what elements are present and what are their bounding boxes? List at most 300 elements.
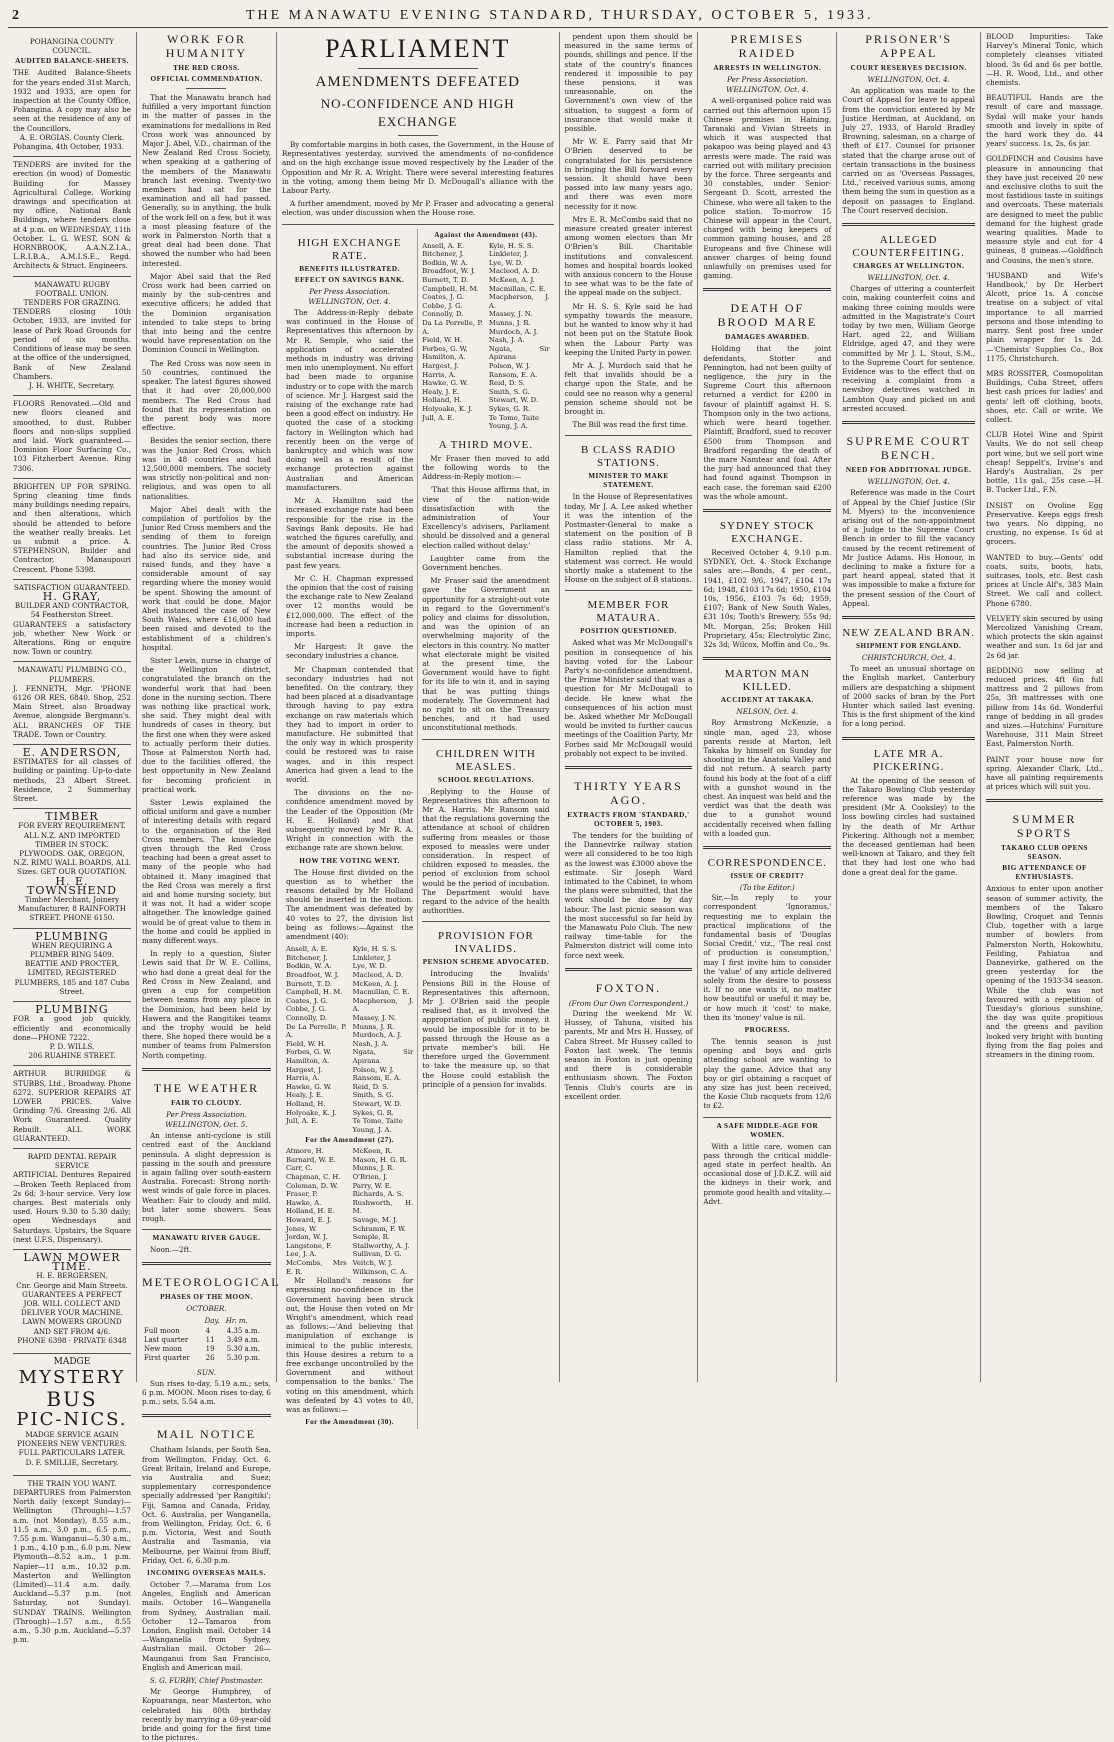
member-name: Healy, J. E. <box>422 387 460 396</box>
marton-paragraph: Roy Armstrong McKenzie, a single man, aged 23, whose parents reside at Marton, left Takaka by himself on Sunday for shooting in the Anatoki Valley and did not return. A search party found his body at the foot of a cliff with a gunshot wound in the chest. An inquest was held and the verdict was that the death was due to a gunshot wound accidentally received when falling with a loaded gun. <box>703 718 832 838</box>
article-paragraph: The Red Cross was now seen in 50 countries, continued the speaker. The latest figures showed that it had over 20,000,000 members. The Red Cross had found that its representation on the parent body was more effective. <box>141 358 271 433</box>
member-name: Hamilton, A. <box>285 1056 330 1065</box>
middle-age-paragraph: With a little care, women can pass through the critical middle-aged state in perfect health. An occasional dose of J.D.K.Z. will aid the kidneys in their work, and promote good health and vitality.—Advt. <box>703 1141 832 1206</box>
member-name: Holland, H. <box>422 396 462 405</box>
exchange-headline: HIGH EXCHANGE RATE. <box>297 236 402 262</box>
mataura-sub: POSITION QUESTIONED. <box>580 627 677 636</box>
summer-paragraph: Anxious to enter upon another season of summer activity, the members of the Takaro Bowling, Croquet and Tennis Club, together with a large number of bowlers from Palmerston North, Hokowhitu, Feilding, Pahiatua and Dannevirke, gathered on the green yesterday for the opening of the 1933-34 season. While the club was not favoured with a repetition of Tuesday's glorious sunshine, the day was quite propitious and the greens and pavilion looked very bright with bunting flying from the flag poles and streamers in the dining room. <box>986 884 1104 1060</box>
article-paragraph: That the Manawatu branch had fulfilled a very important function in the matter of passes in the examinations for medallions in Red Cross work was announced by Major J. Abel, V.D., chairman of the New Zealand Red Cross Society, when speaking at a gathering of the members of the Manawatu branch last evening. Twenty-two members had sat for the examination and all had passed. Generally, so in anything, the bulk of the work fell on a few, but it was a most pleasing feature of the work in Palmerston North that a great deal had been done. That showed the number who had been interested. <box>141 93 271 268</box>
mower-firm: H. E. BERGERSEN, <box>36 1271 108 1281</box>
member-name: Linkleter, J. <box>352 953 392 962</box>
column-1 <box>8 32 137 1645</box>
member-name: Macleod, A. D. <box>352 971 403 980</box>
plumbing-co-body: J. FENNETH, Mgr. 'PHONE 6126 OR RES. 6840. Shop, 252 Main Street, also Broadway Avenue, alongside Bergmann's. ALL BRANCHES OF THE TRADE. Town or Country. <box>13 683 131 739</box>
member-name: Forbes, G. W. <box>422 344 468 353</box>
division-list-against <box>286 945 413 1134</box>
moon-col <box>142 1316 204 1327</box>
masthead-title: THE MANAWATU EVENING STANDARD, THURSDAY, OCTOBER 5, 1933. <box>245 8 874 23</box>
pickering-headline: LATE MR A. PICKERING. <box>872 747 945 773</box>
summer-sub2: BIG ATTENDANCE OF ENTHUSIASTS. <box>1002 864 1087 882</box>
member-name: Cobbe, J. G. <box>422 301 463 310</box>
dental-name: RAPID DENTAL REPAIR SERVICE <box>27 1151 117 1171</box>
classified-ad: VELVETY skin secured by using Mercolized Vanishing Cream, which protects the skin against weather and sun. 1s 6d jar and 2s 6d jar. <box>986 613 1104 660</box>
moon-row <box>142 1327 271 1336</box>
raid-sub: ARRESTS IN WELLINGTON. <box>713 64 822 72</box>
member-name: Nash, J. A. <box>352 1039 389 1048</box>
appeal-paragraph: An application was made to the Court of Appeal for leave to appeal from the conviction entered by Mr Justice Herdman, at Auckland, on July 27, 1933, of Harold Bradley Browning, salesman, on a charge of theft of £17. Counsel for prisoner stated that the charge arose out of certain transactions in the business carried on as 'Overseas Passages, Ltd.,' received various sums, among them being the sum in question as a deposit on passages to England. The Court reserved decision. <box>842 86 976 215</box>
member-name: McKeen, A. J. <box>352 979 399 988</box>
divider <box>703 288 831 291</box>
mare-headline: DEATH OF BROOD MARE <box>717 301 818 330</box>
rugby-body: TENDERS closing 10th October, 1933, are invited for lease of Park Road Grounds for period of six months. Conditions of lease may be seen at the office of the undersigned, Bank of New Zealand Chambers. <box>13 307 131 381</box>
member-name: Reid, D. S. <box>352 1082 389 1091</box>
dateline: CHRISTCHURCH, Oct. 4. <box>861 652 956 662</box>
member-name: Burnett, T. D. <box>285 979 332 988</box>
divider <box>842 737 975 740</box>
rugby-sub: TENDERS FOR GRAZING. <box>23 298 121 308</box>
timber-name: TIMBER <box>45 810 99 824</box>
member-name: Mason, H. G. R. <box>352 1155 407 1164</box>
plumbing-name: PLUMBING <box>35 929 109 943</box>
member-name: Massey, J. N. <box>488 310 533 319</box>
counterfeit-paragraph: Charges of uttering a counterfeit coin, making counterfeit coins and making three coining moulds were admitted in the Magistrate's Court today by two men, William George Hart, aged 22, and William Eldridge, aged 47, and they were committed by Mr J. L. Stout, S.M., to the Supreme Court for sentence. Evidence was to the effect that on receiving a complaint from a newsboy detectives watched in Lambton Quay and picked on and arrested accused. <box>842 284 976 413</box>
moon-table <box>142 1316 271 1364</box>
member-name: Burnett, T. D. <box>422 276 469 284</box>
member-name: Coates, J. G. <box>422 293 465 302</box>
bus-body: MADGE SERVICE AGAIN PIONEERS NEW VENTURES. FULL PARTICULARS LATER. <box>17 1430 127 1458</box>
member-name: Field, W. H. <box>422 336 463 345</box>
member-name: Chapman, C. H. <box>285 1173 341 1182</box>
mare-paragraph: Holding that the joint defendants, Stotter and Pennington, had not been guilty of negligence, the jury in the Supreme Court this afternoon returned a verdict for £200 in favour of plaintiff against H. S. Thompson only in the two actions, which were heard together. Plaintiff, Bradford, sued to recover £500 from Thompson and Bradford regarding the death of the mare Namtear and foal. After the jury had announced that they had found against Thompson in each case, the foreman said £200 was the whole amount. <box>703 344 832 501</box>
member-name: Hawke, A. <box>285 1198 322 1207</box>
foxton-sub: (From Our Own Correspondent.) <box>568 998 689 1008</box>
bus-t1: MADGE <box>53 1357 91 1367</box>
gauge-headline: MANAWATU RIVER GAUGE. <box>152 1234 261 1243</box>
article-paragraph: Mr A. J. Murdoch said that he felt that invalids should be a charge upon the State, and he could see no reason why a general pension scheme should not be brought in. <box>564 360 693 416</box>
moon-cell: 4 <box>205 1326 211 1335</box>
radio-sub: MINISTER TO MAKE STATEMENT. <box>588 472 669 490</box>
member-name: Hawke, G. W. <box>422 379 468 388</box>
foxton-headline: FOXTON. <box>595 980 662 995</box>
divider <box>398 135 438 136</box>
member-name: McKeen, A. J. <box>488 276 535 284</box>
member-name: Polson, W. J. <box>488 361 531 370</box>
member-name: Ansell, A. E. <box>285 945 328 954</box>
divider <box>565 435 693 436</box>
member-name: McCombs, Mrs E. R. <box>285 1259 347 1276</box>
member-name: Murdoch, A. J. <box>352 1031 402 1040</box>
moon-row <box>142 1336 271 1345</box>
bus-t3: BUS <box>46 1387 98 1411</box>
moon-cell: 26 <box>205 1354 215 1363</box>
name-column <box>422 242 483 431</box>
correspondence-headline: CORRESPONDENCE. <box>707 857 827 869</box>
trains-name: THE TRAIN YOU WANT. <box>27 1478 117 1488</box>
classified-ad: PAINT your house now for spring. Alexander Clark, Ltd., have all painting requirements at prices which will suit you. <box>986 754 1104 792</box>
obituary-paragraph: Mr George Humphrey, of Kopuaranga, near Masterton, who celebrated his 80th birthday recently by marrying a 69-year-old bride and going for the first time to the pictures. <box>141 1687 271 1742</box>
member-name: Healy, J. E. <box>285 1091 324 1100</box>
column-3-parliament <box>277 32 560 1427</box>
name-column <box>489 242 550 431</box>
article-paragraph: Mr Hargest: It gave the secondary industries a chance. <box>285 642 414 661</box>
bus-ad <box>13 1353 131 1467</box>
timber-sub: FOR EVERY REQUIREMENT. <box>18 821 126 831</box>
mail-headline: MAIL NOTICE <box>156 1427 257 1442</box>
anderson-ad <box>13 744 131 803</box>
correspondence-sub: ISSUE OF CREDIT? <box>730 872 805 880</box>
article-paragraph: The Address-in-Reply debate was continued in the House of Representatives this afternoon by Mr R. Semple, who said the application of accelerated methods in industry was driving men into unemployment. No effort had been made to organise industry or to cope with the march of science. Mr J. Hargest said the raising of the exchange rate had been a good effect on industry. He quoted the case of a stocking factory in Wellington which had recently been on the verge of bankruptcy and which was now doing well as a result of the exchange protection against Australian and American manufacturers. <box>285 308 414 492</box>
rugby-sign: J. H. WHITE, Secretary. <box>29 380 115 390</box>
rugby-notice <box>13 276 131 390</box>
trains-ad <box>13 1475 131 1645</box>
radio-headline: B CLASS RADIO STATIONS. <box>581 444 676 470</box>
divider <box>142 1414 271 1417</box>
timber-line: Timber Merchant, Joinery Manufacturer, 8 RAINFORTH STREET. PHONE 6150. <box>17 895 127 923</box>
member-name: Langstone, F. <box>285 1241 333 1250</box>
mower-phone: PHONE 6398 · PRIVATE 6348 <box>17 1335 127 1345</box>
member-name: Ansell, A. E. <box>422 241 465 250</box>
moon-cell: 5.30 p.m. <box>226 1354 261 1363</box>
divider <box>842 616 975 619</box>
member-name: Ransom, E. A. <box>352 1074 402 1083</box>
member-name: Rushworth, H. M. <box>352 1198 414 1216</box>
gray-line: BUILDER AND CONTRACTOR, 54 Featherston Street. <box>14 601 130 620</box>
member-name: Coleman, D. W. <box>285 1181 339 1190</box>
counterfeit-headline: ALLEGED COUNTERFEITING. <box>852 234 965 260</box>
weather-headline: THE WEATHER <box>153 1080 260 1095</box>
masthead-spacer <box>1100 8 1104 24</box>
plumbing-good-body: FOR a good job quickly, efficiently and economically done—PHONE 7222. <box>13 1014 131 1042</box>
member-name: Holland, H. <box>285 1099 326 1108</box>
member-name: Hargest, J. <box>422 361 459 370</box>
parliament-subdeck: NO-CONFIDENCE AND HIGH EXCHANGE <box>320 96 515 129</box>
mataura-paragraph: Asked what was Mr McDougall's position in consequence of his having voted for the Labour Party's no-confidence amendment, the Prime Minister said that was a question for Mr McDougall to decide. He knew what the consequences of his action must be. Asked whether Mr McDougall would be invited to further caucus meetings of the Coalition Party, Mr Forbes said Mr McDougall would probably not expect to be invited. <box>564 638 693 758</box>
moon-row <box>142 1345 271 1354</box>
page-number: 2 <box>12 8 19 23</box>
dateline: WELLINGTON, Oct. 4. <box>726 85 809 95</box>
middle-age-headline: A SAFE MIDDLE-AGE FOR WOMEN. <box>716 1121 819 1139</box>
divider <box>842 421 975 424</box>
classified-ad: BLOOD Impurities: Take Harvey's Mineral Tonic, which completely cleanses vitiated blood. 3s 6d and 6s per bottle.—H. R. Wood, Ltd., and other chemists. <box>986 32 1104 88</box>
member-name: Macpherson, J. A. <box>352 996 414 1014</box>
parliament-deck: AMENDMENTS DEFEATED <box>315 74 520 90</box>
timber-body: ALL N.Z. AND IMPORTED TIMBER IN STOCK. PLYWOODS. OAK, OREGON, N.Z. RIMU WALL BOARDS, ALL Sizes. GET OUR QUOTATION. <box>13 830 131 877</box>
third-move-headline: A THIRD MOVE. <box>438 438 534 451</box>
column-7-classifieds <box>981 32 1108 1382</box>
classified-ad: INSIST on Ovoline Egg Preservative. Keeps eggs fresh two years. No dipping, no crusting, no expense. 1s 6d at grocers. <box>986 500 1104 547</box>
name-column <box>353 945 414 1134</box>
member-name: Bodkin, W. A. <box>422 258 468 267</box>
member-name: Young, J. A. <box>488 422 528 431</box>
council-name: POHANGINA COUNTY COUNCIL. <box>29 37 115 56</box>
appeal-headline: PRISONER'S APPEAL <box>865 32 953 60</box>
article-paragraph: Mr W. E. Parry said that Mr O'Brien deserved to be congratulated for his persistence in bringing the Bill forward every session. It should have been passed into law many years ago, and there was even more necessity for it now. <box>564 137 693 211</box>
anderson-name: E. ANDERSON, <box>22 746 122 760</box>
moon-cell: Full moon <box>143 1326 180 1335</box>
spring-ad: BRIGHTEN UP FOR SPRING. Spring cleaning time finds many buildings needing repairs, and then alterations, which should be attended to before the weather really breaks. Let us submit a price. A. STEPHENSON, Builder and Contractor, Manaupouri Crescent. Phone 5398. <box>13 478 131 574</box>
mail-inbody: October 7.—Marama from Los Angeles, English and American mails. October 16—Wanganella from Sydney, Australian mail. October 12—Tamaroa from London, English mail. October 14—Wanganella from Sydney, Australian mail. October 26—Maunganui from San Francisco, English and American mail. <box>141 1580 271 1672</box>
member-name: Macleod, A. D. <box>488 267 540 276</box>
foxton-paragraph: During the weekend Mr W. Hussey, of Tahuna, visited his parents, Mr and Mrs H. Hussey, of Cabra Street. Mr Hussey called to Foxton last week. The tennis season in Foxton is just opening and there is considerable enthusiasm shown. The Foxton Tennis Club's courts are in excellent order. <box>564 1009 693 1101</box>
member-name: Ransom, E. A. <box>488 370 538 379</box>
plumbing-co-ad <box>13 661 131 739</box>
parliament-right <box>417 229 553 1430</box>
counterfeit-sub: CHARGES AT WELLINGTON. <box>852 262 965 271</box>
classified-ad: MRS ROSSITER, Cosmopolitan Buildings, Cuba Street, offers best cash prices for ladies' and gents' left off clothing, boots, shoes, etc. Call or write. We collect. <box>986 368 1104 424</box>
weather-body: An intense anti-cyclone is still centred east of the Auckland peninsula. A slight depression is passing in the south and pressure is again falling over south-eastern Australia. Forecast: Strong north-west winds of gale force in places. Weather: Fair to cloudy and mild, but later some showers. Seas rough. <box>141 1131 271 1223</box>
member-name: Linkleter, J. <box>488 250 529 259</box>
article-paragraph: Mr Fraser then moved to add the following words to the Address-in-Reply motion:— <box>422 453 550 482</box>
anderson-body: ESTIMATES for all classes of building or painting. Up-to-date methods, 23 Albert Street. Residence, 2 Summerhay Street. <box>13 757 131 804</box>
member-name: Ngata, Sir Apirana <box>352 1048 414 1065</box>
rugby-name: MANAWATU RUGBY FOOTBALL UNION. <box>34 279 110 298</box>
plumbing-good-ad <box>13 1001 131 1060</box>
member-name: McKeen, R. <box>352 1147 393 1156</box>
divider <box>565 590 693 591</box>
classified-ad: GOLDFINCH and Cousins have pleasure in announcing that they have just received 20 new and exclusive cloths to suit the most fastidious taste in suitings and overcoats. These materials are designed to meet the public demand for the highest grade wearing qualities. Made to measure style and cut for 4 guineas, 8 guineas.—Goldfinch and Cousins, the men's store. <box>986 154 1104 265</box>
gray-lead: SATISFACTION GUARANTEED. <box>13 582 131 592</box>
member-name: Jones, W. <box>285 1224 317 1233</box>
correspondence-paragraph: Sir,—In reply to your correspondent 'Ignoramus,' requesting me to explain the practical implications of the fundamental basis of 'Douglas Social Credit,' viz., 'The real cost of production is consumption,' may I first invite him to consider the 'value' of any article delivered solely from the desire to possess it. If no one wants it, no matter how beautiful or useful it may be, or how much it 'cost' to make, then its 'money' value is nil. <box>703 893 832 1022</box>
moon-col: Hr. m. <box>225 1316 248 1325</box>
column-4 <box>560 32 699 1382</box>
moon-cell: 11 <box>205 1335 215 1344</box>
divider <box>986 799 1103 802</box>
member-name: Hawke, G. W. <box>285 1082 332 1091</box>
divider <box>142 1229 271 1230</box>
sydney-headline: SYDNEY STOCK EXCHANGE. <box>719 519 815 545</box>
moon-cell: New moon <box>143 1345 183 1354</box>
name-column <box>286 945 347 1134</box>
member-name: Jordan, W. J. <box>285 1233 328 1242</box>
votes-paragraph: The House first divided on the question as to whether the reasons detailed by Mr Holland should be inserted in the motion. The amendment was defeated by 40 votes to 27, the division list being as follows:—Against the amendment (40): <box>285 867 414 942</box>
bench-headline: SUPREME COURT BENCH. <box>846 434 971 463</box>
parliament-headline: PARLIAMENT <box>325 34 511 63</box>
article-paragraph: The Bill was read the first time. <box>572 420 688 430</box>
moon-cell: 19 <box>205 1345 215 1354</box>
exchange-sub: BENEFITS ILLUSTRATED. <box>299 264 400 273</box>
divider <box>842 223 975 226</box>
member-name: Holland, H. E. <box>285 1207 335 1216</box>
plumbing-good-name: PLUMBING <box>35 1003 109 1017</box>
member-name: Macmillan, C. E. <box>352 988 410 997</box>
divider <box>282 224 554 225</box>
article-paragraph: Mr A. Hamilton said the increased exchange rate had been responsible for the rise in the Savings Bank deposits. He had watched the figures carefully, and the amount of deposits showed a substantial increase during the past few years. <box>285 496 414 570</box>
timber-firm: H. E. TOWNSHEND <box>27 874 117 897</box>
raid-headline: PREMISES RAIDED <box>730 32 804 60</box>
member-name: Hamilton, A. <box>422 353 466 362</box>
member-name: Murdoch, A. J. <box>488 327 539 336</box>
member-name: Kyle, H. S. S. <box>488 241 534 250</box>
for2-headline: For the Amendment (30). <box>305 1418 395 1427</box>
member-name: Macmillan, C. E. <box>488 284 546 293</box>
classified-ad: BEAUTIFUL Hands are the result of care and massage. Sydal will make your hands smooth and lovely in spite of the hard work they do. 44 years' success. 1s, 2s, 6s jar. <box>986 93 1104 149</box>
bus-t2: MYSTERY <box>18 1367 126 1388</box>
member-name: Harris, A. <box>285 1074 320 1083</box>
member-name: Schramm, F. W. <box>352 1224 406 1233</box>
classified-ad: CLUB Hotel Wine and Spirit Vaults. We do not sell cheap port wine, but we sell port wine cheap! Seppelt's, Irvine's and Hardy's Australian, 2s per bottle, 11s gal., 25s case.—H. B. Tucker Ltd., F.N. <box>986 430 1104 495</box>
member-name: Nash, J. A. <box>488 336 525 345</box>
plumbing-co-name: MANAWATU PLUMBING CO., PLUMBERS. <box>17 665 127 684</box>
dateline: WELLINGTON, Oct. 4. <box>867 75 950 84</box>
for-headline: For the Amendment (27). <box>305 1136 395 1145</box>
member-name: Sykes, G. R. <box>488 404 531 413</box>
member-name: Holyoake, K. J. <box>285 1108 337 1117</box>
council-sign: A. E. ORGIAS, County Clerk. <box>19 132 125 142</box>
article-paragraph: Mrs E. R. McCombs said that no measure created greater interest among women electors than Mr O'Brien's Bill. Charitable institutions and convalescent homes and hospital boards looked with anxious concern to the House to see what was to be the fate of the appeal made on the subject. <box>564 214 693 298</box>
parliament-intro: By comfortable margins in both cases, the Government, in the House of Representatives yesterday, survived the amendments of no-confidence and on the high exchange issue moved respectively by the Leader of the Opposition and Mr R. A. Wright. There were several interesting features in the voting, among them being Mr D. McDougall's alliance with the Labour Party. <box>281 140 554 196</box>
member-name: Fraser, P. <box>285 1190 318 1199</box>
thirty-sub: EXTRACTS FROM 'STANDARD,' OCTOBER 5, 1903. <box>567 811 690 828</box>
votes-headline: HOW THE VOTING WENT. <box>299 856 400 865</box>
member-name: Lee, J. A. <box>285 1250 317 1259</box>
divider <box>422 739 549 740</box>
byline: Per Press Association. <box>166 1109 247 1119</box>
plumbing-good-line: 206 RUAHINE STREET. <box>28 1051 116 1061</box>
member-name: Hargest, J. <box>285 1065 323 1074</box>
divider <box>565 766 693 769</box>
member-name: Wilkinson, C. A. <box>352 1267 408 1276</box>
mail-body: Chatham Islands, per South Sea, from Wellington, Friday, Oct. 6. Great Britain, Ireland and Europe, via Australia and Suez; supplementary correspondence specially addressed 'per Rangitiki'; Fiji, Samoa and Canada, Friday, Oct. 6. Australia, per Wanganella, from Wellington, Friday, Oct. 6, 6 p.m. Victoria, West and South Australia and Tasmania, via Melbourne, per Wainui from Bluff, Friday, Oct. 6, 6.30 p.m. <box>141 1445 271 1565</box>
invalids-sub: PENSION SCHEME ADVOCATED. <box>422 958 550 967</box>
gray-body: GUARANTEES a satisfactory job, whether New Work or Alterations. Ring or enquire now. Town or country. <box>13 619 131 657</box>
divider <box>142 1262 271 1265</box>
member-name: Connolly, D. <box>285 1013 328 1022</box>
sun-body: Sun rises to-day, 5.19 a.m.; sets, 6 p.m. MOON. Moon rises to-day, 6 p.m.; sets, 5.54 a.m. <box>141 1378 271 1407</box>
dateline: WELLINGTON, Oct. 5. <box>165 1119 248 1129</box>
measles-headline: CHILDREN WITH MEASLES. <box>435 747 536 773</box>
parliament-subcolumns <box>282 229 554 1430</box>
weather-sub: FAIR TO CLOUDY. <box>171 1098 242 1107</box>
thirty-headline: THIRTY YEARS AGO. <box>574 779 683 807</box>
member-name: Jull, A. E. <box>422 413 455 422</box>
member-name: Connolly, D. <box>422 310 464 319</box>
member-name: Field, W. H. <box>285 1039 326 1048</box>
member-name: Cobbe, J. G. <box>285 1005 327 1014</box>
member-name: Munns, J. R. <box>352 1164 395 1173</box>
invalids-headline: PROVISION FOR INVALIDS. <box>437 930 534 956</box>
member-name: Coates, J. G. <box>285 996 328 1005</box>
plumbing-body: WHEN REQUIRING A PLUMBER RING 5409. BEATTIE AND PROCTER, LIMITED, REGISTERED PLUMBERS, 185 and 187 Cuba Street. <box>14 940 130 996</box>
moon-sub: PHASES OF THE MOON. <box>160 1293 253 1302</box>
correspondence-to: (To the Editor.) <box>739 883 795 892</box>
bus-t4: PIC-NICS. <box>16 1409 128 1430</box>
member-name: Campbell, H. M. <box>422 284 479 293</box>
member-name: Parry, W. E. <box>352 1181 392 1190</box>
progress-headline: PROGRESS. <box>744 1026 790 1035</box>
member-name: Lye, W. D. <box>488 258 523 267</box>
gauge-body: Noon.—2ft. <box>149 1245 192 1255</box>
member-name: Forbes, G. W. <box>285 1048 332 1057</box>
member-name: Semple, R. <box>352 1233 390 1242</box>
pickering-paragraph: At the opening of the season of the Takaro Bowling Club yesterday reference was made by the president (Mr A. Cooksley) to the loss bowling circles had sustained by the death of Mr Arthur Pickering. Although not a member, the deceased gentleman had been well-known at Takaro, and they felt that they had lost one who had done a great deal for the game. <box>842 775 976 877</box>
mower-ad <box>13 1249 131 1345</box>
wright-paragraph: Mr Holland's reasons for expressing no-confidence in the Government having been struck out, the House then voted on Mr Wright's amendment, which read as follows:—'And believing that manipulation of exchange is inimical to the public interests, this House desires a return to a free exchange uncontrolled by the Government and without compensation to the banks.' The voting on this amendment, which was defeated by 43 votes to 40, was as follows:— <box>285 1276 414 1415</box>
member-name: Smith, S. G. <box>488 387 530 396</box>
measles-sub: SCHOOL REGULATIONS. <box>437 775 534 784</box>
measles-paragraph: Replying to the House of Representatives this afternoon to Mr A. Harris, Mr Ransom said that the regulations governing the attendance at school of children suffering from measles or those exposed to measles were under consideration. In respect of children exposed to measles, the period of exclusion from school would be the period of incubation. The Department would have regard to the advice of the health authorities. <box>422 786 550 916</box>
summer-headline: SUMMER SPORTS <box>1012 812 1077 841</box>
divider <box>703 846 831 849</box>
member-name: Ngata, Sir Apirana <box>488 344 550 362</box>
humanity-headline: WORK FOR HUMANITY <box>165 32 248 60</box>
meteor-headline: METEOROLOGICAL <box>141 1275 281 1290</box>
member-name: Polson, W. J. <box>352 1065 394 1074</box>
thirty-paragraph: The tenders for the building of the Dannevirke railway station were all considered to be too high as the lowest was £3000 above the estimate. Sir Joseph Ward intimated to the Cabinet, to whom the plans were submitted, that the work should be done by day labour. The last picnic season was the most successful so far held by the Manawatu Polo Club. The new railway time-table for the Palmerston district will come into force next week. <box>564 831 693 960</box>
member-name: Broadfoot, W. J. <box>285 971 339 980</box>
sun-sub: SUN. <box>196 1367 216 1377</box>
moon-cell: 3.49 a.m. <box>226 1335 260 1344</box>
moon-header <box>142 1316 271 1327</box>
divider <box>703 657 831 660</box>
parliament-intro-2: A further amendment, moved by Mr P. Fraser and advocating a general election, was under discussion when the House rose. <box>281 199 554 218</box>
division-list-against-2 <box>422 242 549 431</box>
member-name: Richards, A. S. <box>352 1190 404 1199</box>
moon-col: Day. <box>204 1316 220 1325</box>
mataura-headline: MEMBER FOR MATAURA. <box>587 599 670 625</box>
moon-cell: First quarter <box>143 1354 190 1363</box>
trains-body: DEPARTURES from Palmerston North daily (except Sunday)—Wellington (Through)—1.57 a.m. (not Monday), 8.55 a.m., 11.5 a.m., 3.0 p.m., 6.5 p.m., 7.55 p.m. Wanganui—5.30 a.m., 1 p.m., 4.10 p.m., 6.0 p.m. New Plymouth—8.52 a.m., 1 p.m. Napier—11 a.m., 10.32 p.m. Masterton and Wellington (Limited)—11.4 a.m. daily. Auckland—5.37 p.m. (not Saturday, not Sunday). SUNDAY TRAINS. Wellington (Through)—1.57 a.m., 8.55 a.m., 5.30 p.m. Auckland—5.37 p.m. <box>13 1488 131 1645</box>
columns <box>8 32 1108 1742</box>
marton-headline: MARTON MAN KILLED. <box>724 668 810 694</box>
bran-headline: NEW ZEALAND BRAN. <box>842 626 975 639</box>
article-paragraph: The divisions on the no-confidence amendment moved by the Leader of the Opposition (Mr H. E. Holland) and that subsequently moved by Mr R. A. Wright in connection with the exchange rate are shown below. <box>285 788 414 853</box>
moon-cell: 4.35 a.m. <box>226 1326 260 1335</box>
parliament-left <box>282 229 417 1430</box>
member-name: O'Brien, J. <box>352 1173 388 1182</box>
dateline: NELSON, Oct. 4. <box>736 707 799 717</box>
article-paragraph: Major Abel said that the Red Cross work had been carried on mainly by the sub-centres and executive officers; he added that the Dominion organisation intended to take steps to bring that into being and the centre would have representation on the Dominion Council in Wellington. <box>141 271 271 355</box>
moon-month: OCTOBER. <box>186 1304 227 1314</box>
sydney-paragraph: Received October 4, 9.10 p.m. SYDNEY, Oct. 4. Stock Exchange sales are:—Bonds, 4 per cent., 1941, £102 9/6, 1947, £104 17s 6d; 1948, £103 17s 6d; 1950, £104 10s, 1956, £103 7s 6d; 1959, £107; Bank of New South Wales, £31 10s; Tooth's Brewery, 55s 9d; Mt. Morgan, 25s; Broken Hill Proprietary, 45s; Electrolytic Zinc, 32s 3d; Wilcox, Moffin and Co., 9s. <box>703 547 832 649</box>
article-paragraph: pendent upon them should be measured in the same terms of pounds, shillings and pence. If the state of the country's finances rendered it impossible to pay these pensions, it was unreasonable, on the Government's own view of the situation, to suggest a form of insurance that would make it possible. <box>564 32 693 134</box>
moon-row <box>142 1354 271 1363</box>
column-6 <box>837 32 981 1382</box>
radio-paragraph: In the House of Representatives today, Mr J. A. Lee asked whether it was the intention of the Postmaster-General to make a statement on the position of B class radio stations. Mr A. Hamilton replied that the statement was correct. He would shortly make a statement to the House on the subject of B stations. <box>564 492 693 585</box>
article-paragraph: Mr Fraser said the amendment gave the Government an opportunity for a straight-out vote in regard to the Government's policy and claims for dissolution, and was the opinion of an overwhelming majority of the electors in this country. No matter what electorate might be visited at the present time, the Government would have to fight for its life to win it, and in saying that he was putting things moderately. The Government had no right to sit on the Treasury benches, and it had used unconstitutional methods. <box>422 576 550 733</box>
member-name: Harris, A. <box>422 370 456 379</box>
name-column <box>353 1147 414 1276</box>
member-name: De La Perrelle, P. A. <box>285 1022 347 1040</box>
member-name: Howard, E. J. <box>285 1216 332 1225</box>
mail-incoming: INCOMING OVERSEAS MAILS. <box>147 1569 266 1578</box>
member-name: Stewart, W. D. <box>488 396 538 405</box>
member-name: Smith, S. G. <box>352 1091 394 1100</box>
member-name: Bitchener, J. <box>285 953 328 962</box>
member-name: Jull, A. E. <box>285 1117 319 1126</box>
member-name: Lye, W. D. <box>352 962 387 971</box>
divider <box>358 68 478 69</box>
tenders-notice: TENDERS are invited for the erection (in wood) of Domestic Building for Massey Agricultural College. Working drawings and specification at my office, National Bank Buildings, where tenders close at 4 p.m. on WEDNESDAY, 11th October. L. G. WEST, SON & HORNBROOK, A.A.N.Z.I.A., L.R.I.B.A., A.M.I.S.E., Regd. Architects & Struct. Engineers. <box>13 156 131 270</box>
divider <box>703 509 831 512</box>
member-name: Massey, J. N. <box>352 1013 397 1022</box>
gray-ad <box>13 579 131 657</box>
humanity-sub2: OFFICIAL COMMENDATION. <box>150 75 263 83</box>
article-paragraph: Laughter came from the Government benches. <box>422 553 550 572</box>
mower-name: LAWN MOWER TIME. <box>23 1250 121 1274</box>
member-name: Young, J. A. <box>352 1125 392 1134</box>
exchange-sub2: EFFECT ON SAVINGS BANK. <box>294 275 405 284</box>
classified-ad: BEDDING now selling at reduced prices. 4ft 6in full mattress and 2 pillows from 25s, 3ft mattresses with one pillow from 14s 6d. Wonderful range of bedding in all grades and sizes.—Hutchins' Furniture Warehouse, 311 Main Street East, Palmerston North. <box>986 665 1104 749</box>
bench-sub: NEED FOR ADDITIONAL JUDGE. <box>845 466 972 475</box>
dental-ad <box>13 1148 131 1244</box>
summer-sub: TAKARO CLUB OPENS SEASON. <box>1001 844 1089 862</box>
classified-ad: 'HUSBAND and Wife's Handbook,' by Dr. Herbert Alcott, price 1s. A concise treatise on a subject of vital importance to all married persons and those intending to marry. Sent post free under plain wrapper for 1s 2d.—'Chemists' Supplies Co., Box 1175, Christchurch. <box>986 270 1104 363</box>
member-name: Carr, C. <box>285 1164 313 1173</box>
invalids-paragraph: Introducing the Invalids' Pensions Bill in the House of Representatives this afternoon, Mr J. O'Brien said the people realised that, as it involved the appropriation of public money, it would be impossible for it to be passed through the House as a private member's bill. He therefore urged the Government to take the measure up, so that the House could establish the principle of a pension for invalids. <box>422 969 550 1089</box>
article-paragraph: Mr C. H. Chapman expressed the opinion that the cost of raising the exchange rate to New Zealand over 12 months would be £12,000,000. The effect of the increase had been a reduction in imports. <box>285 573 414 638</box>
member-name: Stallworthy, A. J. <box>352 1241 410 1250</box>
